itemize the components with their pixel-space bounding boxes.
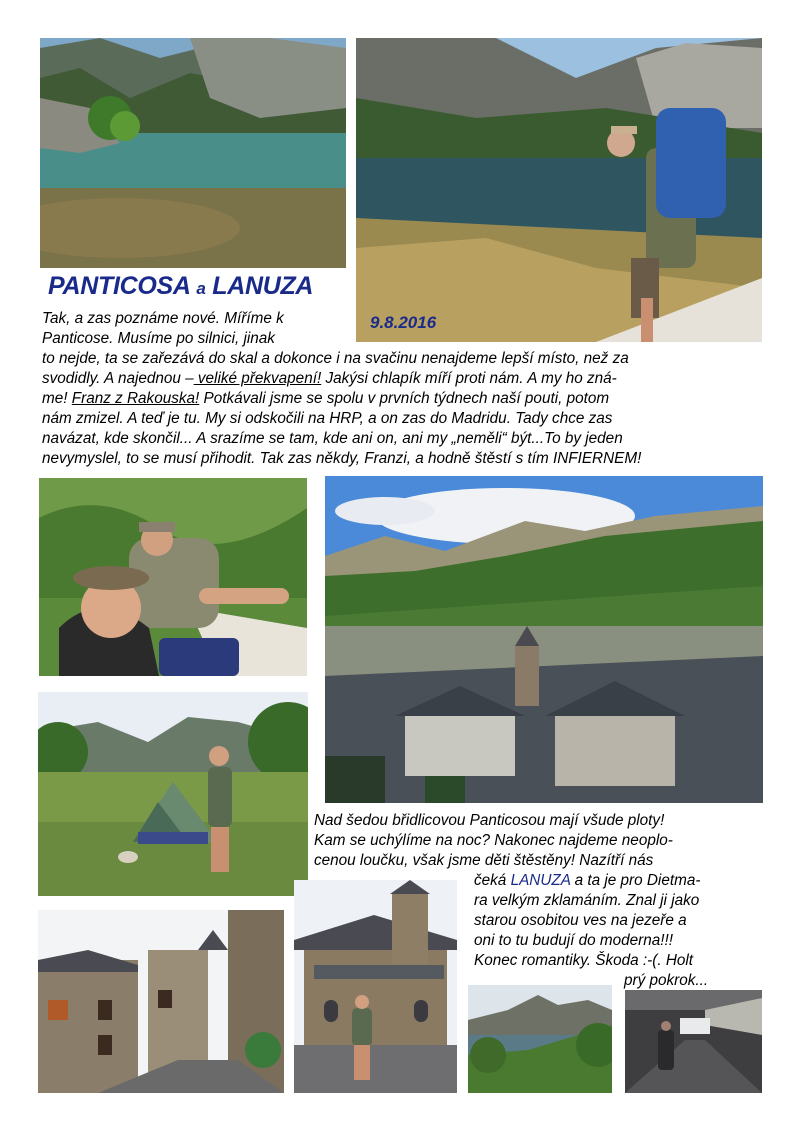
- page-title: PANTICOSA a LANUZA: [48, 272, 314, 300]
- intro-line-3: to nejde, ta se zařezává do skal a dokonce i na svačinu nenajdeme lepší místo, než za: [42, 350, 629, 367]
- second-line-4: čeká LANUZA a ta je pro Dietma-: [474, 872, 701, 889]
- photo-church-hiker: [294, 880, 457, 1093]
- second-line-3: cenou loučku, však jsme děti štěstěny! Nazítří nás: [314, 852, 654, 869]
- date-label: 9.8.2016: [370, 313, 437, 332]
- intro-line-4: svodidly. A najednou – veliké překvapení! Jakýsi chlapík míří proti nám. A my ho zná-: [42, 370, 617, 387]
- photo-tent-meadow: [38, 692, 308, 896]
- second-line-1: Nad šedou břidlicovou Panticosou mají všude ploty!: [314, 812, 665, 829]
- intro-line-2: Panticose. Musíme po silnici, jinak: [42, 330, 275, 347]
- second-line-5: ra velkým zklamáním. Znal ji jako: [474, 892, 700, 909]
- intro-line-8: nevymyslel, to se musí přihodit. Tak zas někdy, Franzi, a hodně štěstí s tím INFIERNEM!: [42, 450, 642, 467]
- photo-tunnel: [625, 990, 762, 1093]
- second-line-7: oni to tu budují do moderna!!!: [474, 932, 673, 949]
- second-line-2: Kam se uchýlíme na noc? Nakonec najdeme neoplo-: [314, 832, 673, 849]
- photo-stone-houses-street: [38, 910, 284, 1093]
- photo-hiker-by-lake: [356, 38, 762, 342]
- second-line-9: prý pokrok...: [624, 972, 709, 989]
- photo-panticosa-village: [325, 476, 763, 803]
- intro-line-5: me! Franz z Rakouska! Potkávali jsme se spolu v prvních týdnech naší pouti, potom: [42, 390, 610, 407]
- intro-line-1: Tak, a zas poznáme nové. Míříme k: [42, 310, 284, 327]
- intro-line-6: nám zmizel. A teď je tu. My si odskočili na HRP, a on zas do Madridu. Tady chce zas: [42, 410, 613, 427]
- second-line-6: starou osobitou ves na jezeře a: [474, 912, 687, 929]
- photo-lake-clear-water: [40, 38, 346, 268]
- intro-line-7: navázat, kde skončil... A srazíme se tam, kde ani on, ani my „neměli“ být...To by jeden: [42, 430, 623, 447]
- photo-reservoir: [468, 985, 612, 1093]
- second-line-8: Konec romantiky. Škoda :-(. Holt: [474, 952, 694, 969]
- photo-selfie-couple: [39, 478, 307, 676]
